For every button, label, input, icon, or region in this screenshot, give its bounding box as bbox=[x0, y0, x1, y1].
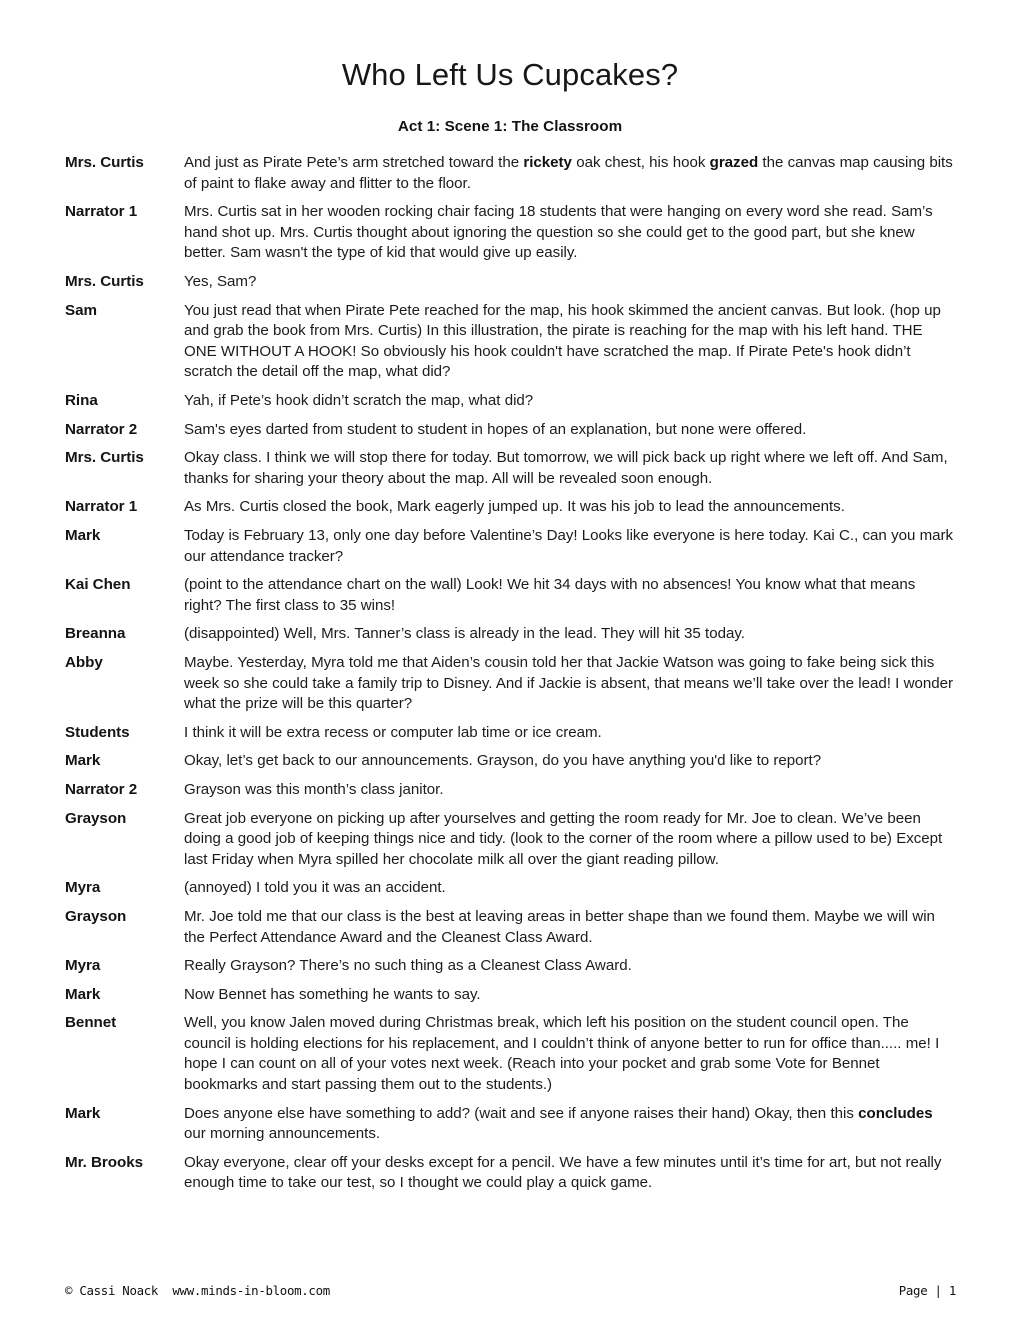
speaker-name: Narrator 1 bbox=[65, 498, 138, 516]
scene-heading: Act 1: Scene 1: The Classroom bbox=[397, 118, 623, 136]
speaker-name: Mrs. Curtis bbox=[65, 273, 144, 291]
script-line bbox=[65, 624, 956, 645]
dialogue-text: Mrs. Curtis sat in her wooden rocking chair facing 18 students that were hanging on every word she read. Sam’s hand shot up. Mrs. Curtis thought about ignoring the question so she could get to the good part, but she knew better. Sam wasn't the type of kid that would give up easily. bbox=[184, 203, 933, 262]
speaker-name: Mark bbox=[65, 752, 101, 770]
speaker-name: Rina bbox=[65, 392, 98, 410]
script-line bbox=[65, 809, 956, 871]
speaker-name: Grayson bbox=[65, 809, 127, 827]
speaker-name: Mark bbox=[65, 985, 101, 1003]
script-line bbox=[65, 497, 956, 518]
dialogue-text: (point to the attendance chart on the wall) Look! We hit 34 days with no absences! You know what that means right? The first class to 35 wins! bbox=[184, 576, 916, 614]
speaker-name: Narrator 2 bbox=[65, 420, 138, 438]
dialogue-text: Okay everyone, clear off your desks except for a pencil. We have a few minutes until it’s time for art, but not really enough time to take our test, so I thought we could play a quick game. bbox=[184, 1153, 942, 1192]
dialogue-text: Does anyone else have something to add? (wait and see if anyone raises their hand) Okay, then this concludes our morning announcements. bbox=[184, 1104, 933, 1143]
dialogue-text: Sam's eyes darted from student to student in hopes of an explanation, but none were offered. bbox=[184, 420, 807, 438]
dialogue-text: And just as Pirate Pete’s arm stretched toward the rickety oak chest, his hook grazed the canvas map causing bits of paint to flake away and flitter to the floor. bbox=[184, 154, 953, 192]
dialogue-text: Okay, let’s get back to our announcements. Grayson, do you have anything you'd like to report? bbox=[184, 752, 822, 770]
script-line bbox=[65, 1104, 956, 1145]
script-line bbox=[65, 420, 956, 441]
dialogue-text: Okay class. I think we will stop there for today. But tomorrow, we will pick back up right where we left off. And Sam, thanks for sharing your theory about the map. All will be revealed soon enough. bbox=[184, 449, 948, 487]
speaker-name: Abby bbox=[65, 653, 103, 671]
speaker-name: Breanna bbox=[65, 625, 126, 643]
script-line bbox=[65, 272, 956, 293]
dialogue-text: Great job everyone on picking up after yourselves and getting the room ready for Mr. Joe to clean. We’ve been doing a good job of keeping things nice and tidy. (look to the corner of the room where a pillow used to be) Except last Friday when Myra spilled her chocolate milk all over the giant reading pillow. bbox=[184, 809, 943, 868]
script-line bbox=[65, 526, 956, 567]
speaker-name: Students bbox=[65, 723, 130, 741]
speaker-name: Mr. Brooks bbox=[65, 1153, 143, 1171]
dialogue-text: Really Grayson? There’s no such thing as a Cleanest Class Award. bbox=[184, 957, 632, 975]
speaker-name: Mark bbox=[65, 527, 101, 544]
footer-page-number: Page | 1 bbox=[898, 1283, 956, 1298]
script-line bbox=[65, 723, 956, 744]
speaker-name: Mark bbox=[65, 1104, 101, 1122]
script-line bbox=[65, 878, 956, 899]
speaker-name: Mrs. Curtis bbox=[65, 449, 144, 467]
script-line bbox=[65, 153, 956, 194]
speaker-name: Myra bbox=[65, 957, 101, 975]
dialogue-text: Well, you know Jalen moved during Christmas break, which left his position on the student council open. The council is holding elections for his replacement, and I couldn’t think of anyone better to run for office than..... me! I hope I can count on all of your votes next week. (Reach into your pocket and grab some Vote for Bennet bookmarks and start passing them out to the students.) bbox=[184, 1014, 940, 1094]
speaker-name: Sam bbox=[65, 301, 97, 319]
script-line bbox=[65, 985, 956, 1006]
dialogue-text: Today is February 13, only one day before Valentine’s Day! Looks like everyone is here today. Kai C., can you mark our attendance tracker? bbox=[184, 527, 954, 565]
script-line bbox=[65, 301, 956, 383]
dialogue-text: You just read that when Pirate Pete reached for the map, his hook skimmed the ancient canvas. But look. (hop up and grab the book from Mrs. Curtis) In this illustration, the pirate is reaching for the map with his left hand. THE ONE WITHOUT A HOOK! So obviously his hook couldn't have scratched the map. If Pirate Pete's hook didn’t scratch the detail off the map, what did? bbox=[184, 301, 941, 381]
script-line bbox=[65, 391, 956, 412]
script-line bbox=[65, 956, 956, 977]
script-line bbox=[65, 1153, 956, 1194]
page-footer bbox=[65, 1283, 956, 1298]
dialogue-text: Grayson was this month’s class janitor. bbox=[184, 780, 444, 798]
speaker-name: Narrator 1 bbox=[65, 203, 138, 221]
dialogue-text: (annoyed) I told you it was an accident. bbox=[184, 879, 446, 897]
script-body bbox=[0, 153, 1020, 1194]
speaker-name: Narrator 2 bbox=[65, 780, 138, 798]
dialogue-text: (disappointed) Well, Mrs. Tanner’s class is already in the lead. They will hit 35 today. bbox=[184, 625, 745, 643]
dialogue-text: I think it will be extra recess or computer lab time or ice cream. bbox=[184, 723, 602, 741]
speaker-name: Mrs. Curtis bbox=[65, 154, 144, 172]
dialogue-text: Maybe. Yesterday, Myra told me that Aiden’s cousin told her that Jackie Watson was going to fake being sick this week so she could take a family trip to Disney. And if Jackie is absent, that means we’ll take over the lead! I wonder what the prize will be this quarter? bbox=[184, 653, 953, 713]
speaker-name: Myra bbox=[65, 879, 101, 897]
speaker-name: Grayson bbox=[65, 907, 127, 925]
dialogue-text: As Mrs. Curtis closed the book, Mark eagerly jumped up. It was his job to lead the announcements. bbox=[184, 498, 845, 516]
dialogue-text: Yah, if Pete’s hook didn’t scratch the map, what did? bbox=[184, 392, 534, 410]
script-line bbox=[65, 1013, 956, 1095]
script-line bbox=[65, 575, 956, 616]
script-line bbox=[65, 780, 956, 801]
footer-copyright: © Cassi Noack www.minds-in-bloom.com bbox=[65, 1283, 330, 1298]
speaker-name: Bennet bbox=[65, 1014, 117, 1032]
script-line bbox=[65, 907, 956, 948]
script-line bbox=[65, 751, 956, 772]
page-title: Who Left Us Cupcakes? bbox=[341, 57, 679, 92]
dialogue-text: Yes, Sam? bbox=[184, 273, 257, 291]
dialogue-text: Now Bennet has something he wants to say. bbox=[184, 985, 481, 1003]
script-line bbox=[65, 202, 956, 264]
dialogue-text: Mr. Joe told me that our class is the best at leaving areas in better shape than we found them. Maybe we will win the Perfect Attendance Award and the Cleanest Class Award. bbox=[184, 907, 935, 946]
speaker-name: Kai Chen bbox=[65, 576, 131, 594]
script-line bbox=[65, 653, 956, 715]
script-line bbox=[65, 448, 956, 489]
